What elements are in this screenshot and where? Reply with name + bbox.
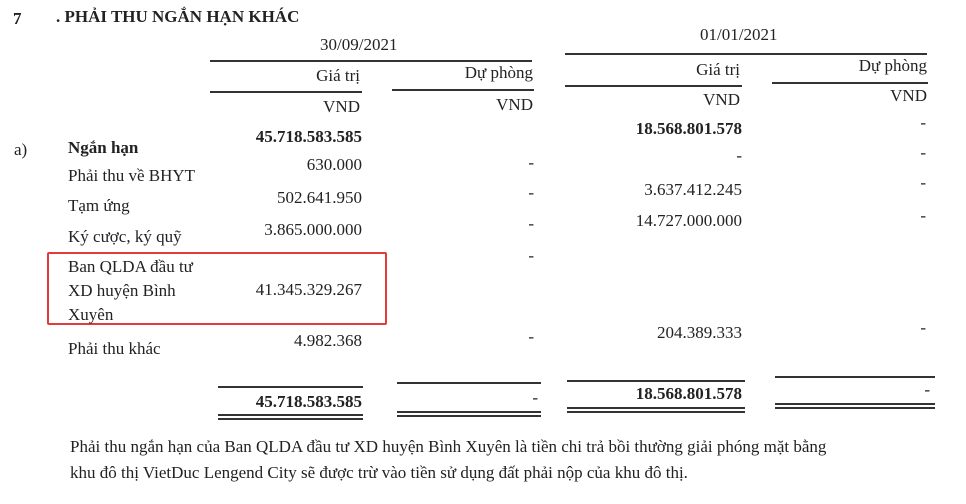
p2-value-rule [565, 85, 742, 87]
row-label: Phải thu khác [68, 339, 161, 358]
row-p2-provision: - [920, 206, 926, 225]
row-p2-provision: - [920, 173, 926, 192]
total-p1-provision: - [532, 388, 538, 407]
total-double-rule [775, 403, 935, 405]
row-label-line: XD huyện Bình [68, 281, 176, 300]
period-2-rule [565, 53, 927, 55]
row-p1-provision: - [528, 214, 534, 233]
p1-provision-rule [392, 89, 534, 91]
total-rule-top [218, 386, 363, 388]
row-p2-value: 204.389.333 [657, 323, 742, 342]
total-double-rule [397, 415, 541, 417]
row-p2-provision: - [920, 318, 926, 337]
section-p2-provision: - [920, 113, 926, 132]
total-double-rule [567, 407, 745, 409]
row-p2-value: - [736, 146, 742, 165]
row-p1-provision: - [528, 327, 534, 346]
row-label: Ký cược, ký quỹ [68, 227, 182, 246]
row-p1-value: 41.345.329.267 [255, 280, 362, 299]
total-p2-value: 18.568.801.578 [635, 384, 742, 403]
row-p1-value: 630.000 [306, 155, 362, 174]
total-rule-top [775, 376, 935, 378]
note-number: 7 [13, 9, 22, 28]
p1-value-rule [210, 91, 362, 93]
section-p1-value: 45.718.583.585 [255, 127, 362, 146]
p2-provision-rule [772, 82, 928, 84]
row-p2-provision: - [920, 143, 926, 162]
period-2-header: 01/01/2021 [700, 25, 778, 44]
footnote-line-1: Phải thu ngắn hạn của Ban QLDA đầu tư XD huyện Bình Xuyên là tiền chi trả bồi thường giải phóng mặt bằng [70, 437, 827, 456]
period-1-rule [210, 60, 532, 62]
total-rule-top [397, 382, 541, 384]
section-p2-value: 18.568.801.578 [635, 119, 742, 138]
row-p1-value: 4.982.368 [294, 331, 362, 350]
p1-value-unit: VND [323, 97, 360, 116]
row-label-line: Ban QLDA đầu tư [68, 257, 193, 276]
p2-provision-header: Dự phòng [858, 56, 927, 75]
row-label: Tạm ứng [68, 196, 130, 215]
total-p1-value: 45.718.583.585 [255, 392, 362, 411]
p1-value-header: Giá trị [316, 66, 360, 85]
row-label-multiline [68, 255, 193, 327]
row-p1-provision: - [528, 183, 534, 202]
row-p2-value: 3.637.412.245 [644, 180, 742, 199]
total-double-rule [397, 411, 541, 413]
total-p2-provision: - [924, 380, 930, 399]
row-p1-value: 502.641.950 [277, 188, 362, 207]
p1-provision-header: Dự phòng [464, 63, 533, 82]
p2-provision-unit: VND [890, 86, 927, 105]
total-double-rule [218, 418, 363, 420]
row-p2-value: 14.727.000.000 [635, 211, 742, 230]
total-double-rule [567, 411, 745, 413]
row-label-line: Xuyên [68, 305, 114, 324]
row-p1-provision: - [528, 246, 534, 265]
row-p1-provision: - [528, 153, 534, 172]
row-p1-value: 3.865.000.000 [264, 220, 362, 239]
p2-value-unit: VND [703, 90, 740, 109]
note-title: . PHẢI THU NGẮN HẠN KHÁC [56, 7, 300, 26]
total-double-rule [775, 407, 935, 409]
total-rule-top [567, 380, 745, 382]
p2-value-header: Giá trị [696, 60, 740, 79]
p1-provision-unit: VND [496, 95, 533, 114]
section-marker: a) [14, 140, 28, 159]
section-label: Ngắn hạn [68, 138, 139, 157]
total-double-rule [218, 414, 363, 416]
row-label: Phải thu về BHYT [68, 166, 196, 185]
footnote-line-2: khu đô thị VietDuc Lengend City sẽ được trừ vào tiền sử dụng đất phải nộp của khu đô thị. [70, 463, 688, 482]
period-1-header: 30/09/2021 [320, 35, 398, 54]
